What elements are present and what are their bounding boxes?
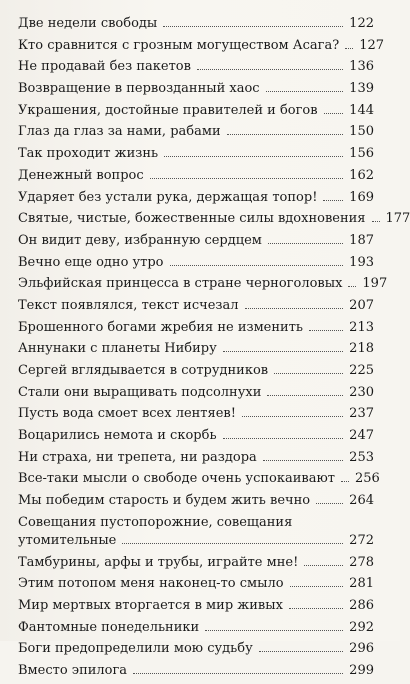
toc-entry-title: Тамбурины, арфы и трубы, играйте мне! (18, 554, 298, 572)
toc-entry-page-number: 281 (349, 575, 374, 593)
dot-leader (133, 673, 343, 674)
toc-entry-title: Вечно еще одно утро (18, 254, 164, 272)
toc-entry-page-number: 218 (349, 340, 374, 358)
toc-entry-page-number: 237 (349, 405, 374, 423)
toc-entry-title: Воцарились немота и скорбь (18, 427, 217, 445)
toc-entry-title: Две недели свободы (18, 15, 157, 33)
dot-leader (345, 48, 353, 49)
toc-entry-title: Глаз да глаз за нами, рабами (18, 123, 221, 141)
toc-entry-title: Пусть вода смоет всех лентяев! (18, 405, 236, 423)
toc-entry-title: Не продавай без пакетов (18, 58, 191, 76)
dot-leader (259, 651, 343, 652)
toc-entry-title: Аннунаки с планеты Нибиру (18, 340, 217, 358)
dot-leader (290, 586, 344, 587)
toc-entry (18, 640, 374, 658)
dot-leader (227, 134, 344, 135)
dot-leader (341, 481, 349, 482)
dot-leader (164, 156, 343, 157)
toc-entry (18, 362, 374, 380)
toc-entry-page-number: 207 (349, 297, 374, 315)
dot-leader (274, 373, 343, 374)
toc-entry (18, 232, 374, 250)
toc-entry-title: Кто сравнится с грозным могуществом Асага? (18, 37, 339, 55)
toc-entry-page-number: 122 (349, 15, 374, 33)
toc-entry-page-number: 296 (349, 640, 374, 658)
toc-entry-page-number: 177 (386, 210, 410, 228)
toc-entry-title: Вместо эпилога (18, 662, 127, 680)
toc-entry-title: Святые, чистые, божественные силы вдохновения (18, 210, 366, 228)
toc-entry-page-number: 162 (349, 167, 374, 185)
toc-entry (18, 575, 374, 593)
toc-entry-page-number: 139 (349, 80, 374, 98)
toc-entry (18, 297, 374, 315)
toc-entry-page-number: 272 (349, 532, 374, 550)
dot-leader (372, 221, 380, 222)
dot-leader (242, 416, 343, 417)
toc-entry (18, 514, 374, 550)
toc-entry-title: Все-таки мысли о свободе очень успокаивают (18, 470, 335, 488)
toc-entry-page-number: 144 (349, 102, 374, 120)
toc-entry-title: Фантомные понедельники (18, 619, 199, 637)
toc-entry (18, 492, 374, 510)
toc-entry-title: Стали они выращивать подсолнухи (18, 384, 261, 402)
toc-entry-page-number: 256 (355, 470, 380, 488)
dot-leader (150, 178, 344, 179)
dot-leader (223, 351, 343, 352)
dot-leader (348, 286, 356, 287)
dot-leader (267, 395, 343, 396)
toc-entry (18, 319, 374, 337)
toc-entry-title-line2: утомительные (18, 532, 116, 550)
toc-entry-title: Мы победим старость и будем жить вечно (18, 492, 310, 510)
toc-entry-title: Так проходит жизнь (18, 145, 158, 163)
dot-leader (289, 608, 343, 609)
toc-entry (18, 58, 374, 76)
toc-entry-title: Возвращение в первозданный хаос (18, 80, 260, 98)
toc-entry (18, 210, 374, 228)
toc-entry-page-number: 299 (349, 662, 374, 680)
toc-entry-page-number: 286 (349, 597, 374, 615)
toc-entry-page-number: 197 (362, 275, 387, 293)
toc-entry (18, 449, 374, 467)
dot-leader (309, 330, 343, 331)
toc-entry-page-number: 264 (349, 492, 374, 510)
toc-entry-page-number: 292 (349, 619, 374, 637)
toc-entry-page-number: 150 (349, 123, 374, 141)
toc-entry (18, 145, 374, 163)
toc-entry (18, 597, 374, 615)
toc-entry (18, 662, 374, 680)
toc-entry (18, 37, 374, 55)
toc-entry-page-number: 225 (349, 362, 374, 380)
dot-leader (205, 630, 343, 631)
toc-entry (18, 340, 374, 358)
toc-entry (18, 254, 374, 272)
toc-entry (18, 80, 374, 98)
toc-entry (18, 15, 374, 33)
dot-leader (197, 69, 343, 70)
toc-entry-page-number: 278 (349, 554, 374, 572)
toc-entry (18, 275, 374, 293)
toc-entry-page-number: 127 (359, 37, 384, 55)
dot-leader (323, 200, 343, 201)
dot-leader (268, 243, 343, 244)
toc-entry-title: Этим потопом меня наконец-то смыло (18, 575, 284, 593)
table-of-contents (18, 15, 374, 684)
toc-entry-page-number: 193 (349, 254, 374, 272)
toc-entry-title: Боги предопределили мою судьбу (18, 640, 253, 658)
dot-leader (163, 26, 343, 27)
toc-entry-title: Украшения, достойные правителей и богов (18, 102, 318, 120)
toc-entry-title: Мир мертвых вторгается в мир живых (18, 597, 283, 615)
dot-leader (263, 460, 343, 461)
toc-entry-title: Брошенного богами жребия не изменить (18, 319, 303, 337)
toc-entry-page-number: 187 (349, 232, 374, 250)
toc-entry (18, 102, 374, 120)
dot-leader (304, 565, 343, 566)
toc-entry (18, 470, 374, 488)
toc-entry-page-number: 230 (349, 384, 374, 402)
dot-leader (122, 543, 343, 544)
toc-entry (18, 619, 374, 637)
dot-leader (170, 265, 344, 266)
toc-entry-page-number: 253 (349, 449, 374, 467)
toc-entry (18, 405, 374, 423)
toc-entry-title: Он видит деву, избранную сердцем (18, 232, 262, 250)
dot-leader (316, 503, 343, 504)
dot-leader (223, 438, 344, 439)
toc-entry-page-number: 247 (349, 427, 374, 445)
toc-entry-title: Ни страха, ни трепета, ни раздора (18, 449, 257, 467)
toc-entry-title: Эльфийская принцесса в стране черноголовых (18, 275, 342, 293)
toc-entry (18, 384, 374, 402)
dot-leader (245, 308, 344, 309)
toc-entry-page-number: 169 (349, 189, 374, 207)
dot-leader (324, 113, 344, 114)
toc-entry (18, 427, 374, 445)
toc-entry (18, 554, 374, 572)
toc-entry-page-number: 156 (349, 145, 374, 163)
toc-entry-page-number: 136 (349, 58, 374, 76)
toc-entry-title: Текст появлялся, текст исчезал (18, 297, 239, 315)
toc-entry-title: Сергей вглядывается в сотрудников (18, 362, 268, 380)
toc-entry (18, 123, 374, 141)
dot-leader (266, 91, 344, 92)
toc-entry (18, 189, 374, 207)
toc-entry-title: Ударяет без устали рука, держащая топор! (18, 189, 317, 207)
toc-entry (18, 167, 374, 185)
toc-entry-line2-row (18, 532, 374, 550)
toc-entry-page-number: 213 (349, 319, 374, 337)
toc-entry-title: Денежный вопрос (18, 167, 144, 185)
toc-entry-title-line1: Совещания пустопорожние, совещания (18, 514, 374, 532)
